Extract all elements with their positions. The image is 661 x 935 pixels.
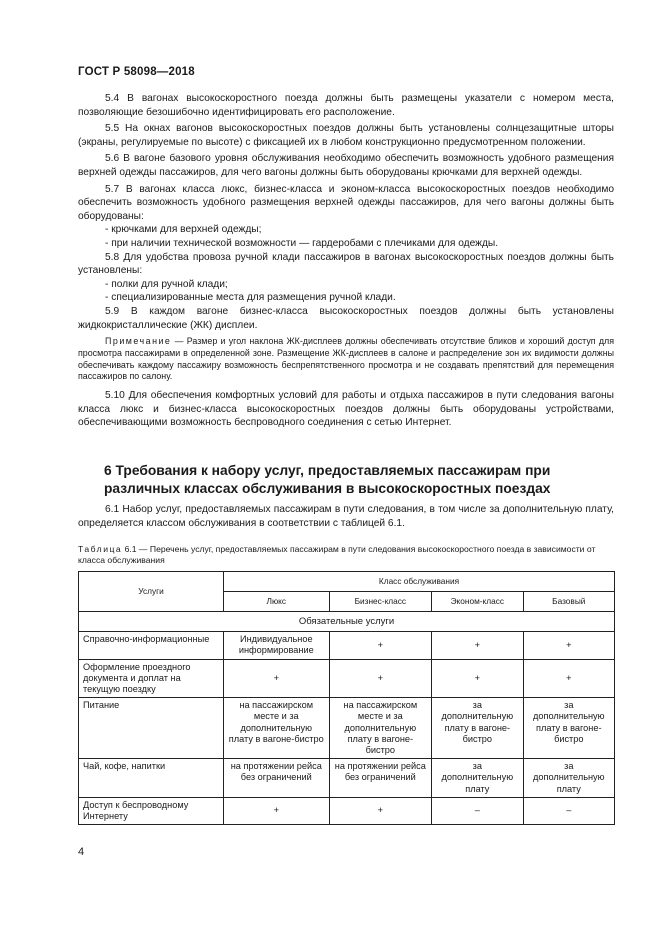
table-row (79, 698, 615, 759)
cell-basic: за дополнительную плату (523, 759, 614, 798)
note-text: — Размер и угол наклона ЖК-дисплеев должны обеспечивать отсутствие бликов и хороший доступ для просмотра пассажирами в определенной зоне. Размещение ЖК-дисплеев в салоне и распределение зон их видимости должны обеспечивать каждому пассажиру возможность беспрепятственного просмотра и не создавать препятствий для перемещения пассажиров по салону. (78, 336, 614, 382)
table-header-row (79, 572, 615, 592)
paragraph-5-8-item-1: - полки для ручной клади; (105, 278, 228, 290)
column-header-services: Услуги (79, 572, 224, 612)
cell-business: + (329, 632, 432, 659)
cell-lux: + (224, 797, 330, 824)
paragraph-6-1: 6.1 Набор услуг, предоставляемых пассажирам в пути следования, в том числе за дополнительную плату, определяется классом обслуживания в соответствии с таблицей 6.1. (78, 504, 614, 529)
section-6-title: 6 Требования к набору услуг, предоставляемых пассажирам при различных классах обслуживания в высокоскоростных поездах (104, 463, 551, 496)
table-caption (78, 544, 614, 567)
column-header-basic: Базовый (523, 592, 614, 612)
paragraph-5-7: 5.7 В вагонах класса люкс, бизнес-класса и эконом-класса высокоскоростных поездов необходимо обеспечить возможность удобного размещения верхней одежды пассажиров, для чего вагоны должны быть оборудованы: (78, 183, 614, 222)
service-name: Справочно-информационные (79, 632, 224, 659)
cell-lux: на протяжении рейса без ограничений (224, 759, 330, 798)
cell-basic: за дополнительную плату в вагоне-бистро (523, 698, 614, 759)
document-header: ГОСТ Р 58098—2018 (78, 66, 195, 78)
cell-business: + (329, 659, 432, 698)
cell-lux: на пассажирском месте и за дополнительную плату в вагоне-бистро (224, 698, 330, 759)
cell-economy: + (432, 632, 523, 659)
paragraph-5-7-item-2: - при наличии технической возможности — гардеробами с плечиками для одежды. (105, 237, 499, 249)
paragraph-5-5: 5.5 На окнах вагонов высокоскоростных поездов должны быть установлены солнцезащитные шторы (экраны, регулируемые по высоте) с фиксацией их в любом конструкционно предусмотренном положении. (78, 123, 614, 148)
cell-basic: + (523, 659, 614, 698)
paragraph-5-8: 5.8 Для удобства провоза ручной клади пассажиров в вагонах высокоскоростных поездов должны быть установлены: (78, 251, 614, 277)
paragraph-5-4: 5.4 В вагонах высокоскоростного поезда должны быть размещены указатели с номером места, позволяющие безошибочно идентифицировать его расположение. (78, 93, 614, 118)
table-row (79, 797, 615, 824)
column-header-lux: Люкс (224, 592, 330, 612)
cell-business: + (329, 797, 432, 824)
cell-business: на протяжении рейса без ограничений (329, 759, 432, 798)
note (78, 336, 614, 383)
paragraph-5-6: 5.6 В вагоне базового уровня обслуживания необходимо обеспечить возможность удобного размещения верхней одежды пассажиров, для чего вагоны должны быть оборудованы крючками для верхней одежды. (78, 153, 614, 178)
paragraph-5-10: 5.10 Для обеспечения комфортных условий для работы и отдыха пассажиров в пути следования вагоны класса люкс и бизнес-класса высокоскоростных поездов должны быть оборудованы устройствами, обеспечивающими возможность беспроводного соединения с сетью Интернет. (78, 390, 614, 429)
cell-basic: – (523, 797, 614, 824)
table-row (79, 759, 615, 798)
table-row (79, 632, 615, 659)
table-caption-text: 6.1 — Перечень услуг, предоставляемых пассажирам в пути следования высокоскоростного поезда в зависимости от класса обслуживания (78, 544, 596, 566)
service-name: Доступ к беспроводному Интернету (79, 797, 224, 824)
service-name: Оформление проездного документа и доплат на текущую поездку (79, 659, 224, 698)
paragraph-5-9: 5.9 В каждом вагоне бизнес-класса высокоскоростных поездов должны быть установлены жидкокристаллические (ЖК) дисплеи. (78, 305, 614, 331)
cell-economy: за дополнительную плату (432, 759, 523, 798)
body-text (78, 92, 614, 433)
service-name: Питание (79, 698, 224, 759)
table-section-row (79, 612, 615, 632)
service-name: Чай, кофе, напитки (79, 759, 224, 798)
note-label: Примечание (105, 336, 172, 347)
cell-economy: за дополнительную плату в вагоне-бистро (432, 698, 523, 759)
cell-lux: + (224, 659, 330, 698)
cell-basic: + (523, 632, 614, 659)
section-mandatory-services: Обязательные услуги (79, 612, 615, 632)
paragraph-5-7-item-1: - крючками для верхней одежды; (105, 224, 262, 236)
column-header-service-class: Класс обслуживания (224, 572, 615, 592)
cell-business: на пассажирском месте и за дополнительную плату в вагоне-бистро (329, 698, 432, 759)
paragraph-5-8-item-2: - специализированные места для размещения ручной клади. (105, 292, 396, 304)
cell-economy: + (432, 659, 523, 698)
cell-lux: Индивидуальное информирование (224, 632, 330, 659)
column-header-business: Бизнес-класс (329, 592, 432, 612)
table-caption-label: Таблица (78, 544, 123, 554)
services-table (78, 571, 615, 825)
page-number: 4 (78, 846, 85, 858)
table-row (79, 659, 615, 698)
cell-economy: – (432, 797, 523, 824)
column-header-economy: Эконом-класс (432, 592, 523, 612)
